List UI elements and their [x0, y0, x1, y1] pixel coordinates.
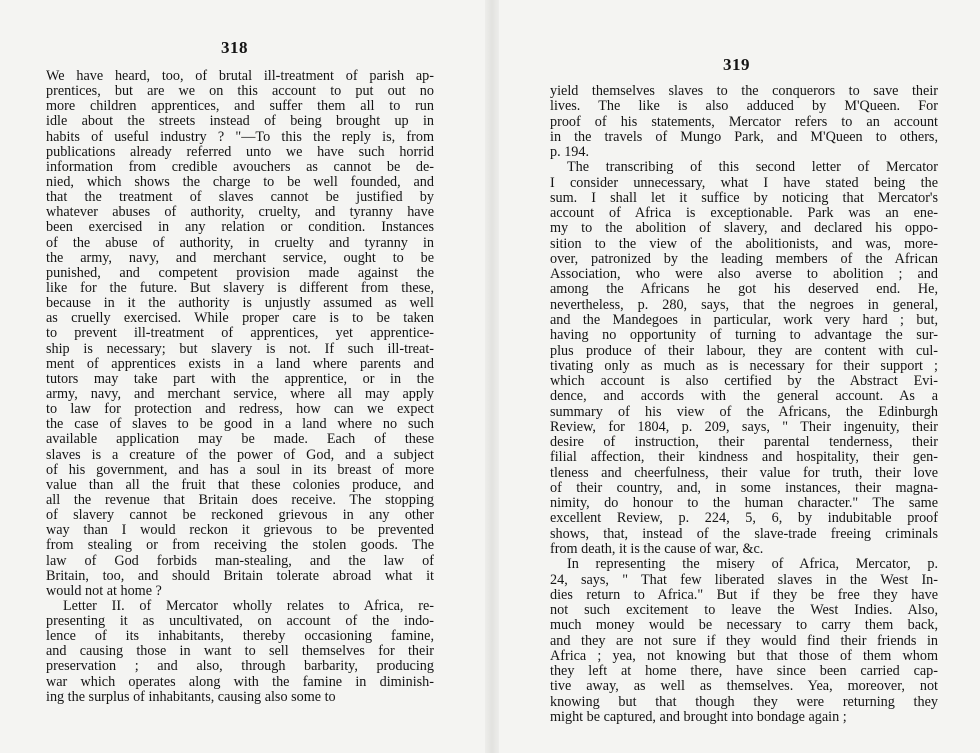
- text-line: because in it the authority is unjustly assumed as well: [46, 295, 434, 312]
- text-line: publications already referred unto we have such horrid: [46, 143, 434, 160]
- right-page-number: 319: [723, 55, 750, 74]
- text-line: over, patronized by the leading members of the African: [550, 250, 938, 267]
- text-line: presenting it as uncultivated, on account of the indo-: [46, 613, 434, 630]
- text-line: they left at home there, have since been carried cap-: [550, 663, 938, 680]
- text-line: nied, which shows the charge to be well founded, and: [46, 173, 434, 190]
- text-line: ship is necessary; but slavery is not. If such ill-treat-: [46, 340, 434, 357]
- text-line: sum. I shall let it suffice by noticing that Mercator's: [550, 189, 938, 206]
- text-line: 24, says, " That few liberated slaves in the West In-: [550, 571, 938, 588]
- text-line: in the travels of Mungo Park, and M'Queen to others,: [550, 128, 938, 145]
- text-line: of the abuse of authority, in cruelty and tyranny in: [46, 234, 434, 251]
- text-line: dies return to Africa." But if they be free they have: [550, 586, 938, 603]
- text-line: summary of his view of the Africans, the Edinburgh: [550, 403, 938, 420]
- text-line: In representing the misery of Africa, Mercator, p.: [567, 556, 938, 573]
- text-line: ment of apprentices exists in a land where parents and: [46, 355, 434, 372]
- text-line: and they are not sure if they would find their friends in: [550, 632, 938, 649]
- text-line: plus produce of their labour, they are content with cul-: [550, 342, 938, 359]
- text-line: to law for protection and redress, how can we expect: [46, 401, 434, 418]
- text-line: Britain, too, and should Britain tolerate abroad what it: [46, 567, 434, 584]
- text-line: Association, who were also averse to abolition ; and: [550, 266, 938, 283]
- right-page-text: [550, 84, 938, 725]
- text-line: excellent Review, p. 224, 5, 6, by indubitable proof: [550, 510, 938, 527]
- text-line: ing the surplus of inhabitants, causing also some to: [46, 688, 336, 705]
- text-line: my to the abolition of slavery, and declared his oppo-: [550, 220, 938, 237]
- text-line: Review, for 1804, p. 209, says, " Their ingenuity, their: [550, 418, 938, 435]
- text-line: tleness and cheerfulness, their value for truth, their love: [550, 464, 938, 481]
- text-line: might be captured, and brought into bondage again ;: [550, 708, 847, 725]
- text-line: prentices, but are we on this account to put out no: [46, 83, 434, 100]
- text-line: value than all the fruit that these colonies produce, and: [46, 476, 434, 493]
- text-line: the case of slaves to be good in a land where no such: [46, 416, 434, 433]
- text-line: proof of his statements, Mercator refers to an account: [550, 113, 938, 130]
- text-line: having no opportunity of turning to advantage the sur-: [550, 327, 938, 344]
- text-line: all the revenue that Britain does receive. The stopping: [46, 491, 434, 508]
- text-line: shows, that, instead of the slave-trade freeing criminals: [550, 525, 938, 542]
- text-line: account of Africa is exceptionable. Park was an ene-: [550, 205, 938, 222]
- text-line: desire of instruction, their parental tenderness, their: [550, 434, 938, 451]
- text-line: slaves is a creature of the power of God, and a subject: [46, 446, 434, 463]
- text-line: tivating only as much as is necessary for their support ;: [550, 357, 938, 374]
- text-line: and causing those in want to sell themselves for their: [46, 643, 434, 660]
- book-gutter: [485, 0, 499, 753]
- text-line: of his government, and has a soul in its breast of more: [46, 461, 434, 478]
- text-line: The transcribing of this second letter of Mercator: [567, 159, 938, 176]
- text-line: from death, it is the cause of war, &c.: [550, 540, 764, 557]
- text-line: whatever abuses of authority, cruelty, and tyranny have: [46, 204, 434, 221]
- text-line: like for the future. But slavery is different from these,: [46, 279, 434, 296]
- left-page-text: [46, 69, 434, 705]
- text-line: nimity, do honour to the human character." The same: [550, 495, 938, 512]
- text-line: from stealing or from receiving the stolen goods. The: [46, 537, 434, 554]
- text-line: that the treatment of slaves cannot be justified by: [46, 189, 434, 206]
- text-line: knowing but that though they were returning they: [550, 693, 938, 710]
- text-line: war which operates along with the famine in diminish-: [46, 673, 434, 690]
- text-line: lence of its inhabitants, thereby occasioning famine,: [46, 628, 434, 645]
- text-line: and the Mandegoes in particular, work very hard ; but,: [550, 311, 938, 328]
- text-line: which account is also certified by the Abstract Evi-: [550, 373, 938, 390]
- text-line: would not at home ?: [46, 582, 162, 599]
- text-line: among the Africans he got his deserved end. He,: [550, 281, 938, 298]
- text-line: army, navy, and merchant service, where all may apply: [46, 385, 434, 402]
- text-line: I consider unnecessary, what I have stated being the: [550, 174, 938, 191]
- text-line: idle about the streets instead of being brought up in: [46, 113, 434, 130]
- text-line: tive away, as well as themselves. Yea, moreover, not: [550, 678, 938, 695]
- text-line: preservation ; and also, through barbarity, producing: [46, 658, 434, 675]
- text-line: lives. The like is also adduced by M'Queen. For: [550, 98, 938, 115]
- left-page-number: 318: [221, 38, 248, 57]
- text-line: available application may be made. Each of these: [46, 431, 434, 448]
- text-line: of slavery cannot be reckoned grievous in any other: [46, 507, 434, 524]
- text-line: dence, and accords with the general account. As a: [550, 388, 938, 405]
- text-line: tutors may take part with the apprentice, or in the: [46, 370, 434, 387]
- text-line: of their country, and, in some instances, their magna-: [550, 479, 938, 496]
- text-line: punished, and competent provision made against the: [46, 264, 434, 281]
- text-line: the army, navy, and merchant service, ought to be: [46, 249, 434, 266]
- text-line: nevertheless, p. 280, says, that the negroes in general,: [550, 296, 938, 313]
- text-line: habits of useful industry ? "—To this the reply is, from: [46, 128, 434, 145]
- text-line: to prevent ill-treatment of apprentices, yet apprentice-: [46, 325, 434, 342]
- text-line: not such excitement to leave the West Indies. Also,: [550, 602, 938, 619]
- text-line: information from credible avouchers as cannot be de-: [46, 158, 434, 175]
- text-line: as cruelly exercised. While proper care is to be taken: [46, 310, 434, 327]
- text-line: been exercised in any relation or condition. Instances: [46, 219, 434, 236]
- text-line: Africa ; yea, not knowing but that those of them whom: [550, 647, 938, 664]
- text-line: p. 194.: [550, 144, 590, 161]
- text-line: much money would be necessary to carry them back,: [550, 617, 938, 634]
- text-line: way than I would reckon it grievous to be prevented: [46, 522, 434, 539]
- text-line: We have heard, too, of brutal ill-treatment of parish ap-: [46, 68, 434, 84]
- text-line: sition to the view of the abolitionists, and was, more-: [550, 235, 938, 252]
- text-line: filial affection, their kindness and hospitality, their gen-: [550, 449, 938, 466]
- text-line: law of God forbids man-stealing, and the law of: [46, 552, 434, 569]
- text-line: Letter II. of Mercator wholly relates to Africa, re-: [63, 597, 434, 614]
- text-line: more children apprentices, and suffer them all to run: [46, 98, 434, 115]
- text-line: yield themselves slaves to the conquerors to save their: [550, 83, 938, 99]
